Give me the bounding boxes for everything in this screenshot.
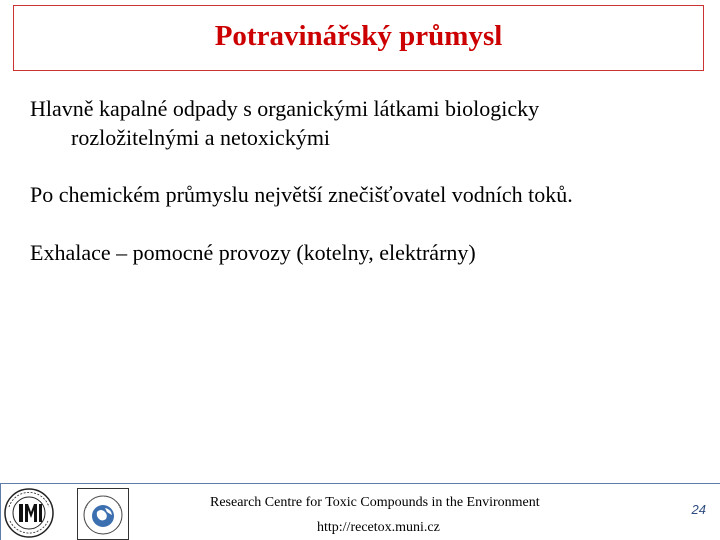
paragraph-3 bbox=[30, 238, 476, 267]
page-number: 24 bbox=[691, 502, 706, 517]
paragraph-1-line-2: rozložitelnými a netoxickými bbox=[71, 125, 331, 150]
paragraph-1 bbox=[30, 94, 539, 152]
paragraph-3-line-1: Exhalace – pomocné provozy (kotelny, elektrárny) bbox=[30, 240, 476, 265]
paragraph-2-line-1: Po chemickém průmyslu největší znečišťovatel vodních toků. bbox=[30, 182, 573, 207]
slide-title: Potravinářský průmysl bbox=[214, 20, 503, 52]
footer-url[interactable]: http://recetox.muni.cz bbox=[317, 520, 440, 535]
footer-organization: Research Centre for Toxic Compounds in the Environment bbox=[210, 495, 540, 510]
recetox-logo bbox=[77, 488, 129, 540]
paragraph-2 bbox=[30, 180, 573, 209]
title-box bbox=[13, 5, 704, 71]
footer-left-edge bbox=[0, 483, 1, 540]
paragraph-1-line-1: Hlavně kapalné odpady s organickými látkami biologicky bbox=[30, 96, 540, 121]
masaryk-university-logo bbox=[3, 487, 55, 539]
footer-divider bbox=[0, 483, 720, 484]
